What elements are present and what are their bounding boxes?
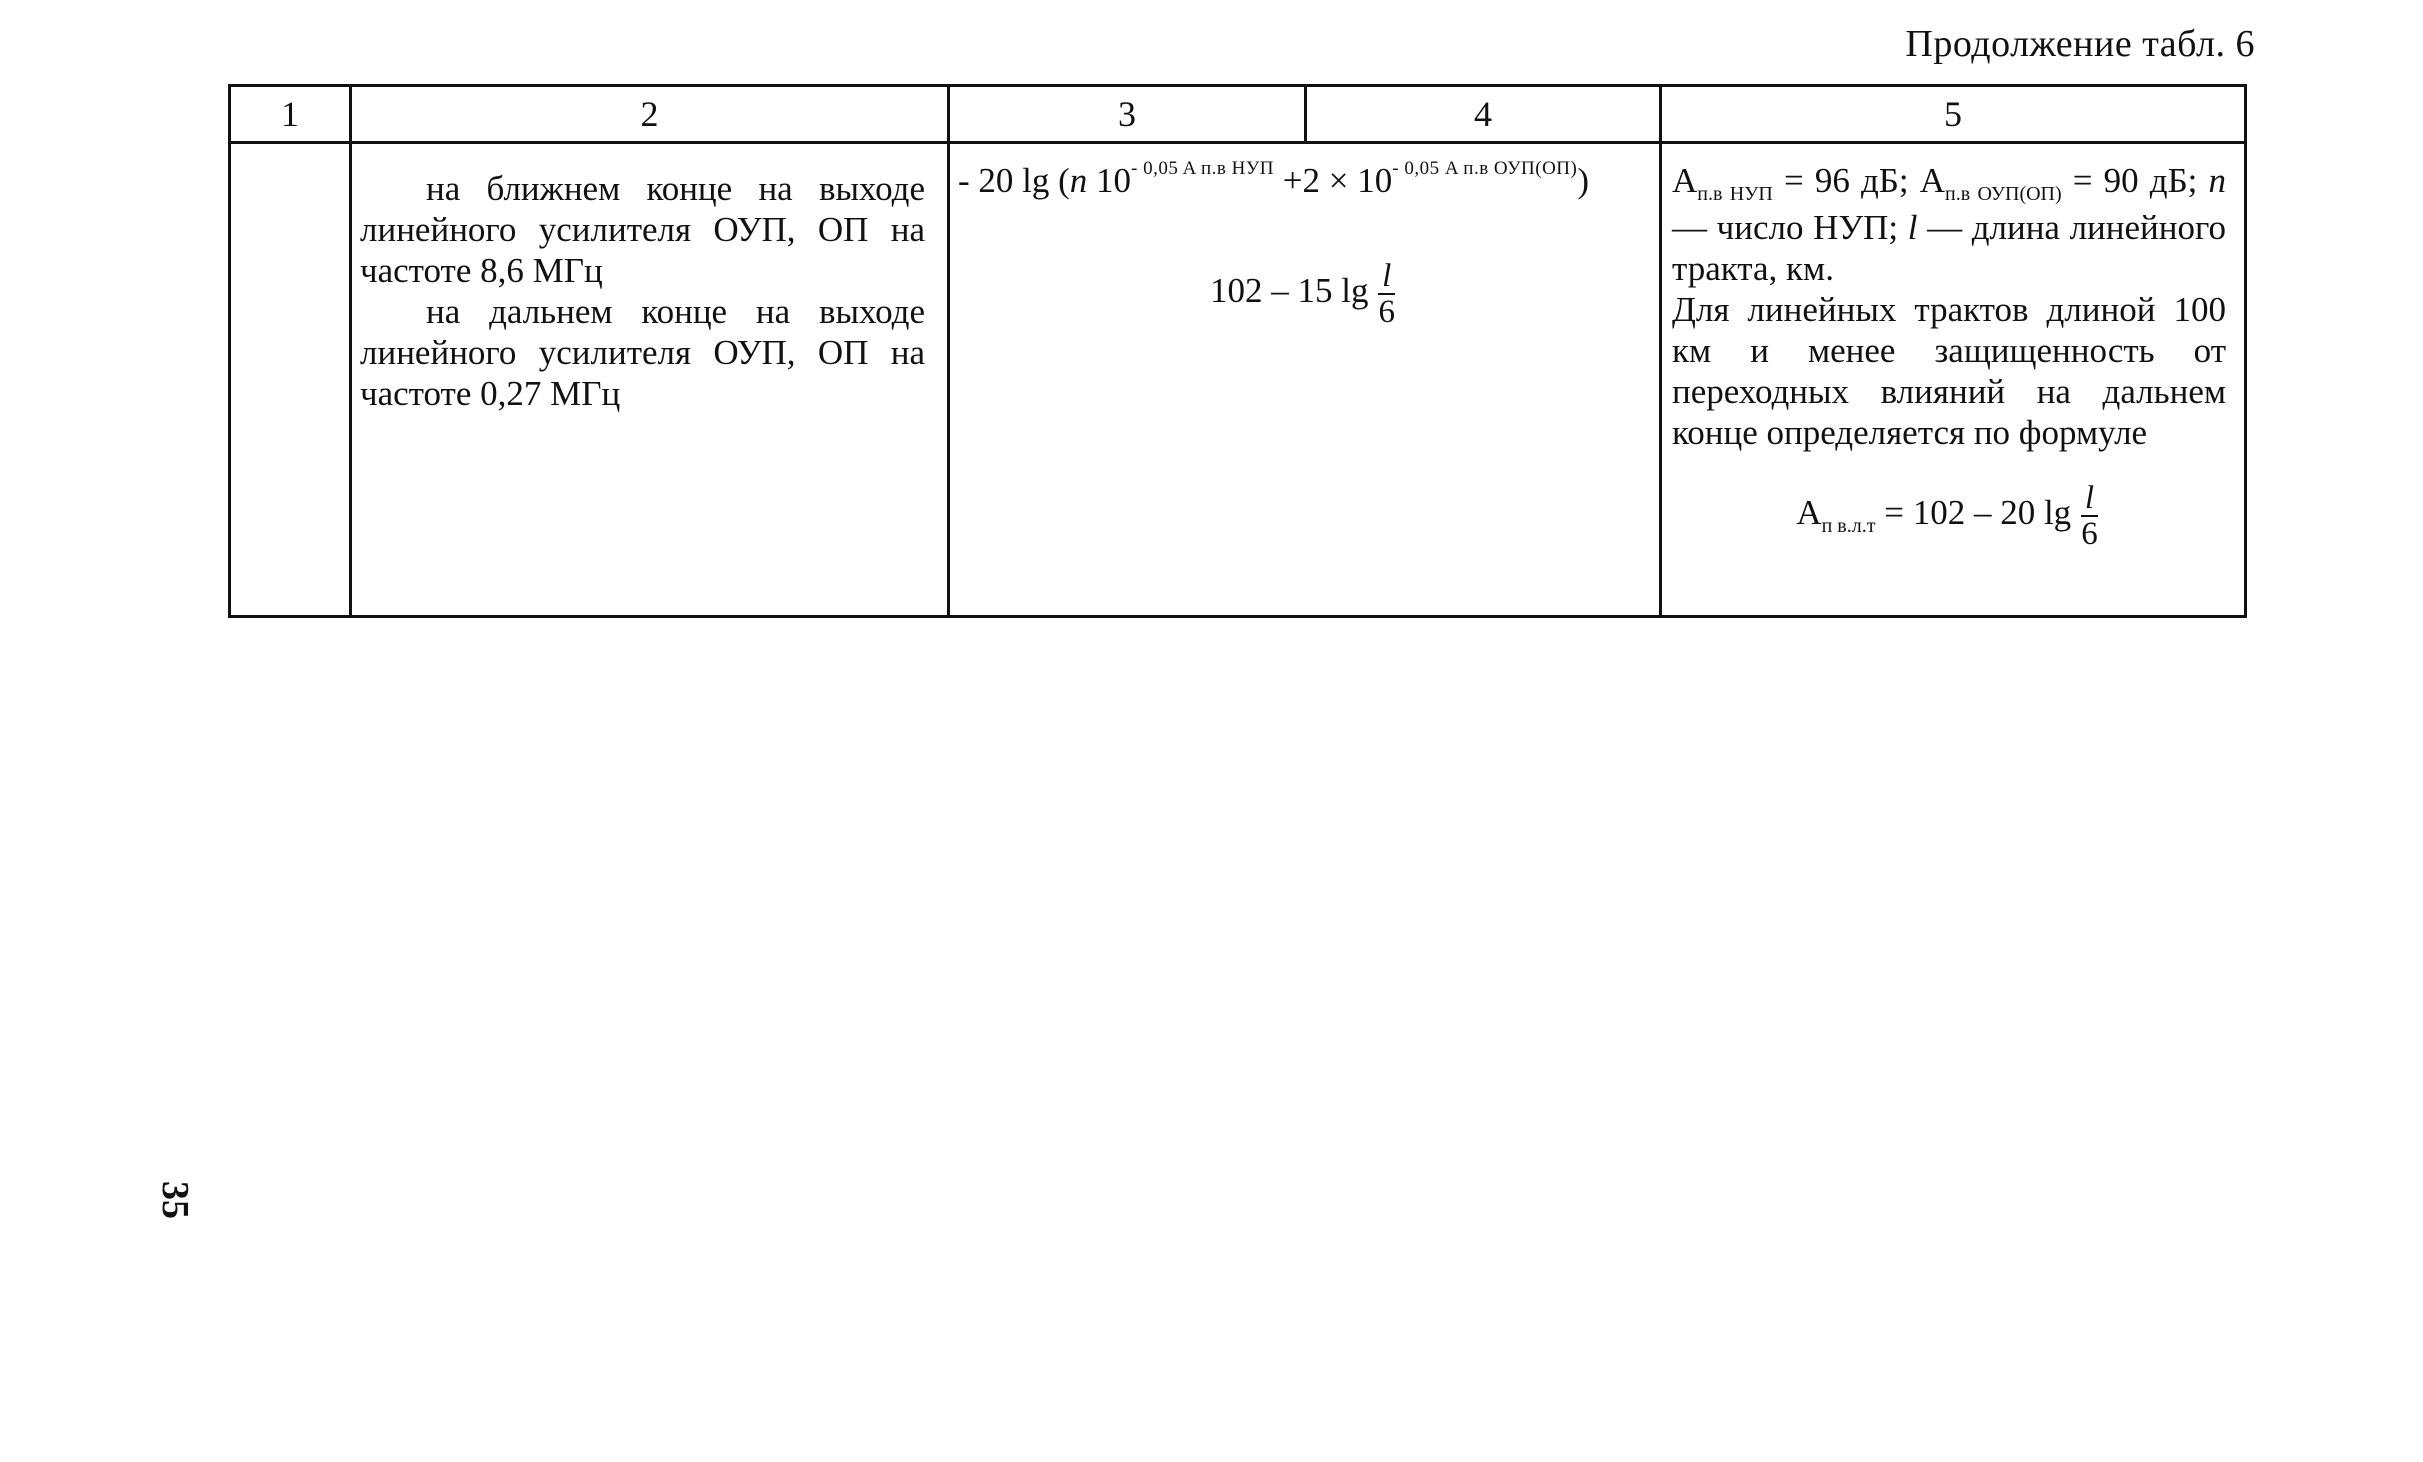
notes-n-var: n: [2208, 161, 2227, 200]
notes-paragraph-1: [1672, 160, 2226, 289]
notes-l-text: — длина линейного тракта, км.: [1672, 208, 2226, 288]
page-number: 35: [154, 1181, 196, 1219]
formula2-fraction: [1374, 259, 1399, 329]
formula3-fraction: [2077, 481, 2102, 551]
formula3-sub: п в.л.т: [1821, 515, 1876, 538]
cell-col1: [230, 143, 351, 617]
cell-col2: [351, 143, 949, 617]
table-continuation-caption: Продолжение табл. 6: [1905, 23, 2255, 65]
notes-sub1: п.в НУП: [1697, 183, 1773, 205]
column-header-5: 5: [1661, 86, 2246, 143]
notes-l-var: l: [1907, 208, 1918, 247]
column-header-1: 1: [230, 86, 351, 143]
column-header-2: 2: [351, 86, 949, 143]
formula2-denominator: 6: [1378, 294, 1395, 330]
formula1-base1: 10: [1087, 161, 1132, 200]
column-header-4: 4: [1306, 86, 1661, 143]
formula2-numerator: l: [1378, 259, 1395, 295]
formula-far-end: [958, 259, 1651, 329]
notes-paragraph-2: Для линейных трактов длиной 100 км и менее защищенность от переходных влияний на дальнем конце определяется по формуле: [1672, 290, 2226, 452]
near-end-description: на ближнем конце на выходе линейного усилителя ОУП, ОП на частоте 8,6 МГц: [360, 169, 925, 290]
formula1-n: n: [1069, 161, 1088, 200]
cell-col3-4: [949, 143, 1661, 617]
table-row: [230, 143, 2246, 617]
formula-line-path: [1672, 481, 2226, 551]
data-table: [228, 84, 2247, 618]
far-end-description: на дальнем конце на выходе линейного усилителя ОУП, ОП на частоте 0,27 МГц: [360, 292, 925, 413]
formula3-expr: = 102 – 20 lg: [1875, 493, 2072, 533]
notes-b: = 96 дБ; A: [1772, 161, 1945, 200]
formula1-prefix: - 20 lg (: [958, 161, 1070, 200]
formula-near-end: [958, 160, 1651, 207]
formula3-denominator: 6: [2081, 516, 2098, 552]
formula2-prefix: 102 – 15 lg: [1210, 271, 1369, 311]
formula1-close: ): [1577, 161, 1590, 200]
table-header-row: [230, 86, 2246, 143]
cell-col5: [1661, 143, 2246, 617]
notes-a1: A: [1672, 161, 1698, 200]
notes-c: = 90 дБ;: [2061, 161, 2198, 200]
formula1-exp1: - 0,05 A п.в НУП: [1131, 158, 1275, 179]
formula1-exp2: - 0,05 A п.в ОУП(ОП): [1392, 158, 1578, 179]
notes-sub2: п.в ОУП(ОП): [1945, 183, 2062, 205]
formula3-numerator: l: [2081, 481, 2098, 517]
notes-n-text: — число НУП;: [1672, 208, 1908, 247]
formula1-plus: +2 × 10: [1274, 161, 1393, 200]
column-header-3: 3: [949, 86, 1306, 143]
formula3-a: A: [1796, 493, 1822, 533]
